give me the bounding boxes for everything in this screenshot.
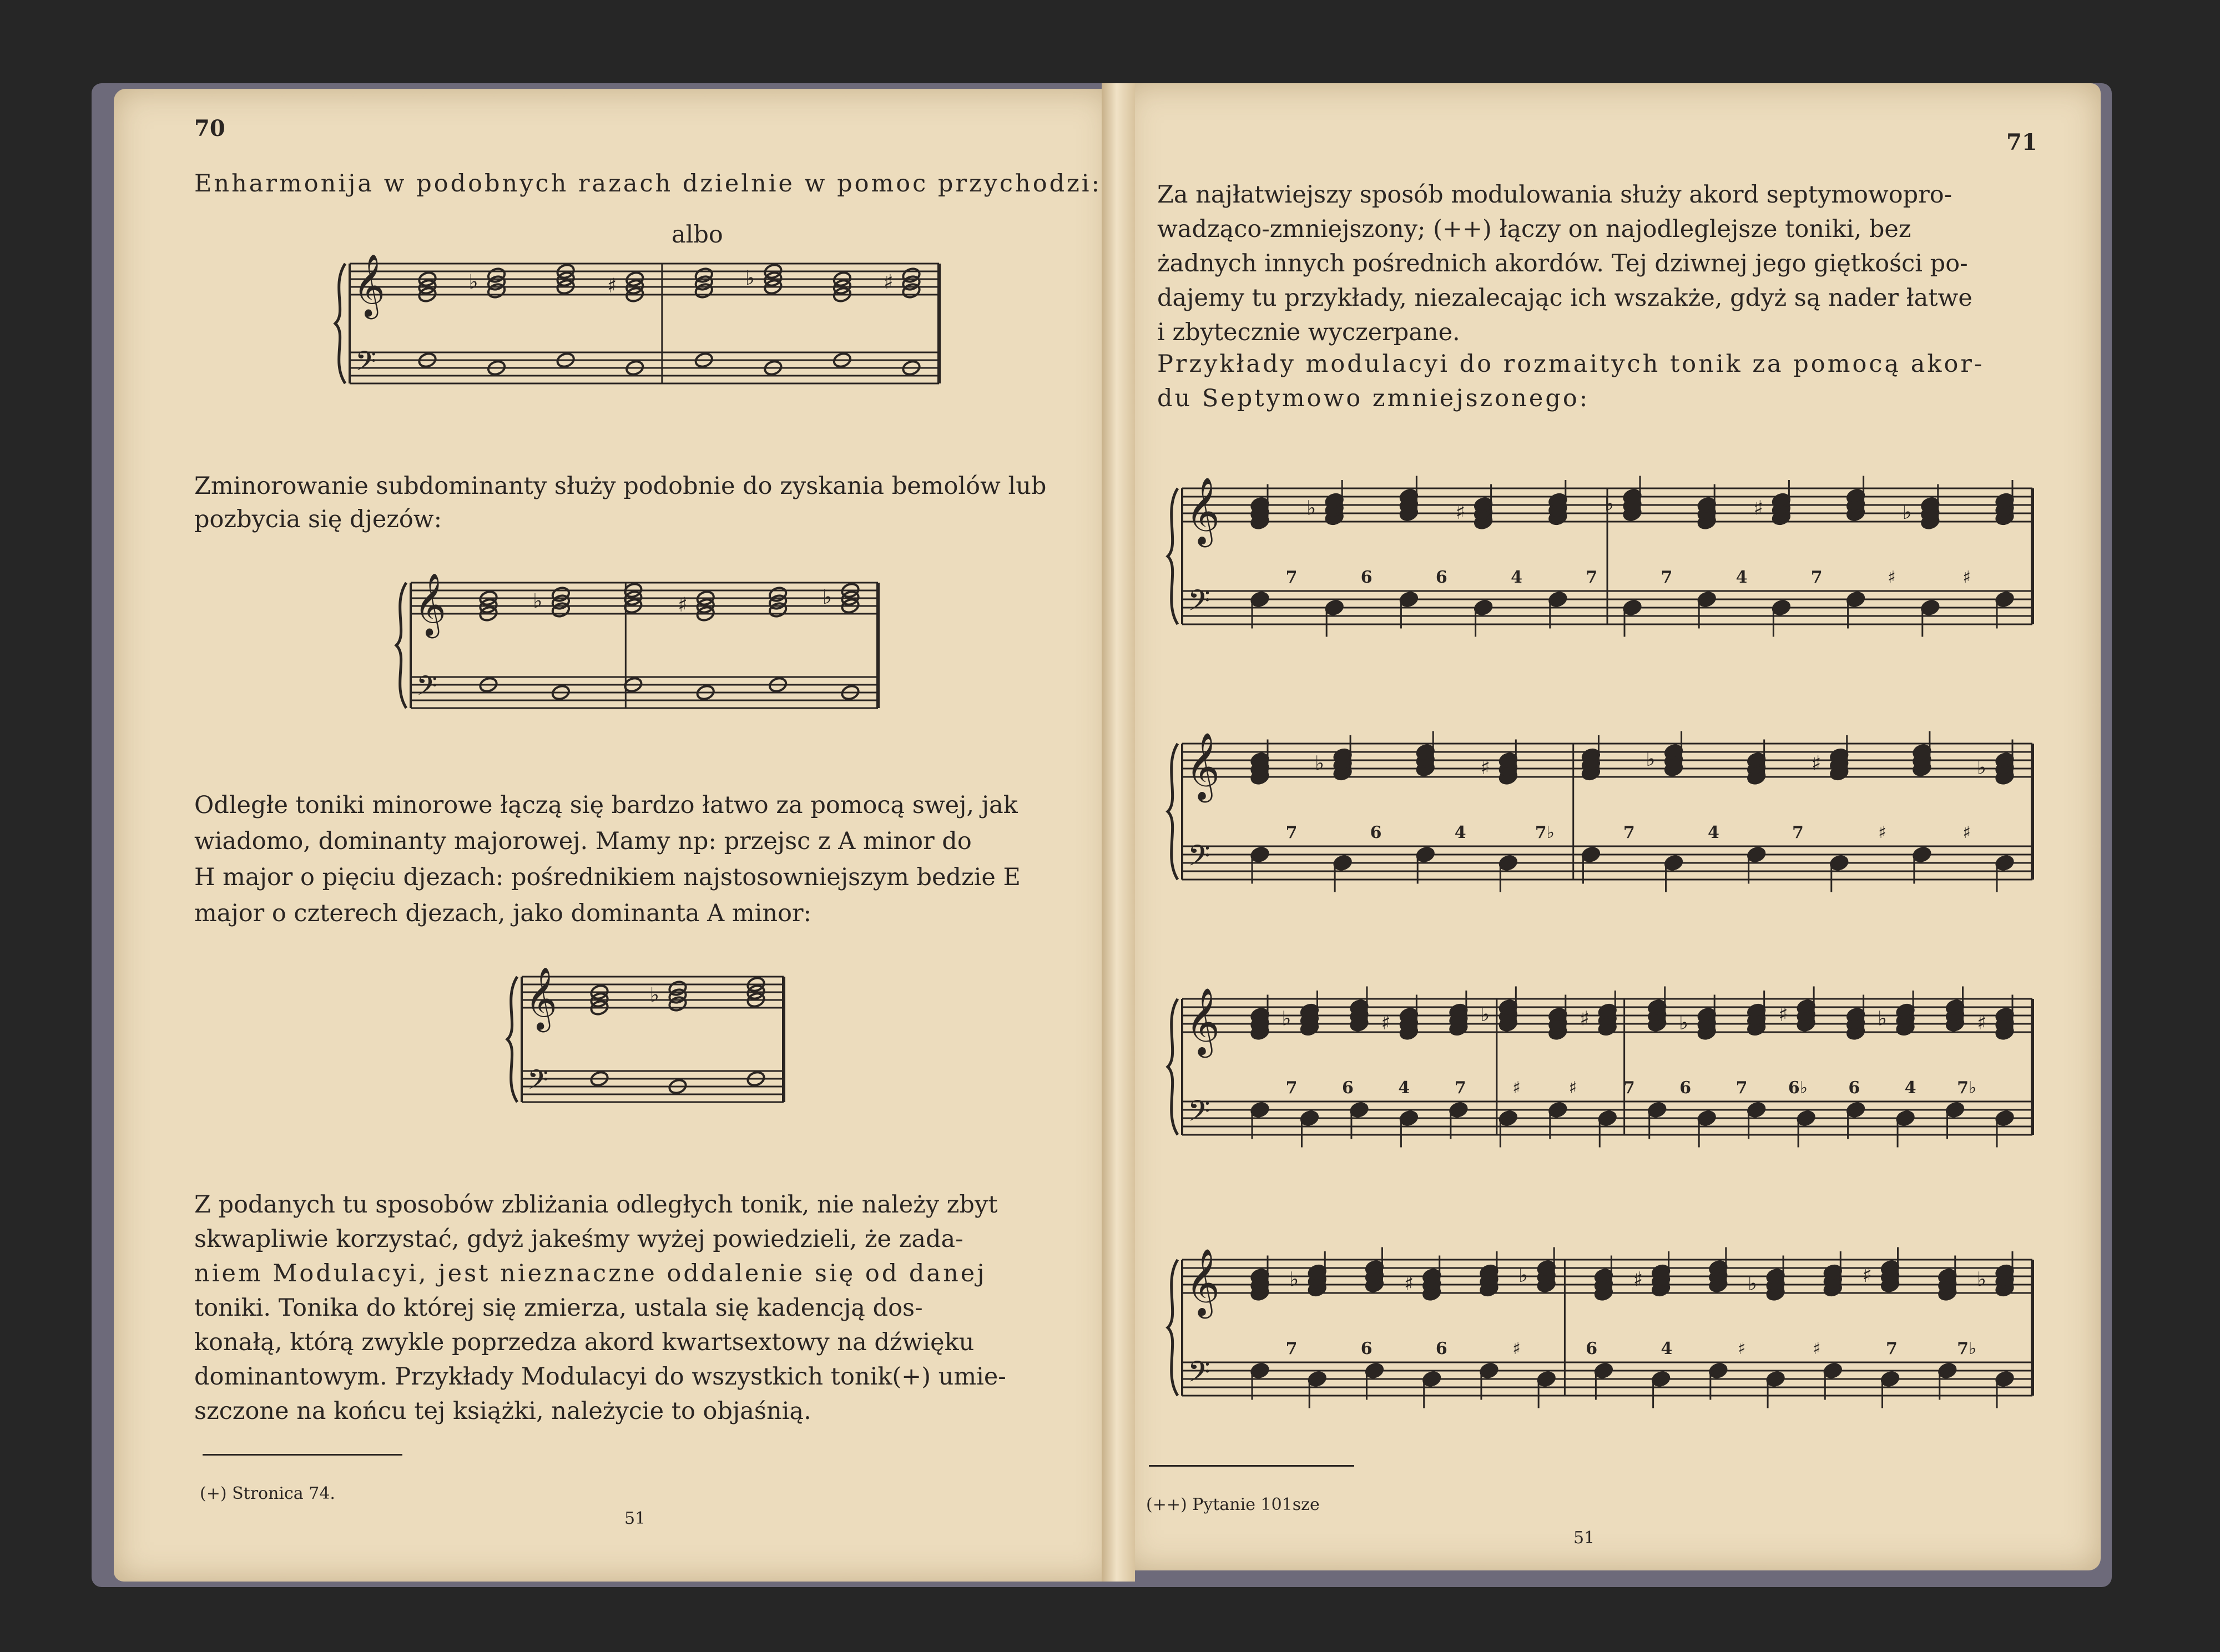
brace: [1168, 744, 1178, 880]
accidental: ♭: [823, 586, 832, 609]
page-number-left: 70: [194, 115, 225, 142]
bass-clef: 𝄢: [1188, 839, 1210, 880]
accidental: ♭: [1977, 756, 1986, 779]
bass-clef: 𝄢: [355, 345, 376, 383]
figured-bass-number: 7♭: [1535, 823, 1555, 842]
accidental: ♯: [1404, 1272, 1414, 1295]
figured-bass-number: 7: [1454, 1078, 1466, 1098]
figured-bass-number: 6: [1341, 1078, 1354, 1098]
accidental: ♭: [1679, 1012, 1689, 1034]
figured-bass-number: 6: [1360, 1339, 1373, 1358]
figured-bass-number: 4: [1398, 1078, 1410, 1098]
accidental: ♭: [1977, 1268, 1986, 1291]
accidental: ♭: [1518, 1264, 1528, 1287]
accidental: ♯: [1455, 501, 1466, 524]
figured-bass-number: 6: [1370, 823, 1382, 842]
accidental: ♯: [1480, 756, 1490, 779]
paragraph-modulation-line: toniki. Tonika do której się zmierza, ustala się kadencją dos-: [194, 1294, 923, 1322]
paragraph-septime-line: Za najłatwiejszy sposób modulowania służy akord septymowopro-: [1157, 181, 1952, 209]
treble-clef: 𝄞: [525, 967, 557, 1030]
figured-bass-number: ♯: [1512, 1339, 1521, 1358]
accidental: ♭: [745, 267, 755, 290]
accidental: ♯: [1753, 497, 1763, 520]
accidental: ♭: [1878, 1007, 1888, 1030]
music-system-dominant: [500, 966, 788, 1126]
accidental: ♭: [1289, 1268, 1299, 1291]
bass-clef: 𝄢: [1188, 1355, 1210, 1396]
figured-bass-number: 4: [1735, 568, 1748, 587]
music-system-enharmonic: [327, 252, 944, 413]
figured-bass-number: 7: [1285, 568, 1298, 587]
figured-bass-number: 7: [1586, 568, 1598, 587]
paragraph-examples-line: du Septymowo zmniejszonego:: [1157, 385, 1590, 412]
figured-bass-number: 7: [1623, 823, 1635, 842]
bass-clef: 𝄢: [1188, 584, 1210, 624]
accidental: ♯: [1811, 752, 1822, 775]
figured-bass-number: 6: [1435, 1339, 1447, 1358]
paragraph-minor-tonics-line: wiadomo, dominanty majorowej. Mamy np: przejsc z A minor do: [194, 827, 972, 855]
paragraph-modulation-line: skwapliwie korzystać, gdyż jakeśmy wyżej powiedzieli, że zada-: [194, 1225, 963, 1253]
paragraph-modulation-line: Z podanych tu sposobów zbliżania odległych tonik, nie należy zbyt: [194, 1191, 998, 1219]
paragraph-septime-line: wadząco-zmniejszony; (++) łączy on najodleglejsze toniki, bez: [1157, 215, 1911, 243]
music-system-example-2: [1160, 721, 2037, 916]
figured-bass-number: 6: [1586, 1339, 1598, 1358]
music-system-example-3: [1160, 977, 2037, 1171]
accidental: ♯: [884, 271, 894, 294]
bass-clef: 𝄢: [416, 670, 437, 708]
figured-bass-number: 7: [1810, 568, 1823, 587]
accidental: ♯: [1580, 1007, 1590, 1030]
bass-clef: 𝄢: [527, 1064, 548, 1102]
footnote-rule: [1149, 1465, 1354, 1467]
treble-clef: 𝄞: [1185, 732, 1220, 800]
footnote-left: (+) Stronica 74.: [200, 1484, 335, 1503]
accidental: ♭: [1315, 752, 1325, 775]
figured-bass-number: ♯: [1888, 568, 1896, 587]
figured-bass-number: ♯: [1962, 568, 1971, 587]
figured-bass-number: 4: [1707, 823, 1719, 842]
page-number-right: 71: [2006, 129, 2037, 155]
figured-bass-number: ♯: [1737, 1339, 1746, 1358]
accidental: ♭: [1281, 1007, 1291, 1030]
accidental: ♯: [1977, 1012, 1987, 1034]
brace: [1168, 1260, 1178, 1396]
accidental: ♯: [1862, 1264, 1872, 1287]
brace: [1168, 999, 1178, 1135]
accidental: ♭: [650, 984, 659, 1007]
figured-bass-number: 7: [1792, 823, 1804, 842]
paragraph-septime-line: i zbytecznie wyczerpane.: [1157, 319, 1460, 346]
figured-bass-number: 4: [1661, 1339, 1673, 1358]
figured-bass-number: 4: [1454, 823, 1466, 842]
brace: [1168, 488, 1178, 624]
paragraph-modulation-line: konałą, którą zwykle poprzedza akord kwartsextowy na dźwięku: [194, 1328, 975, 1356]
figured-bass-number: ♯: [1512, 1078, 1521, 1098]
treble-clef: 𝄞: [414, 573, 446, 636]
figured-bass-number: 7: [1661, 568, 1673, 587]
paragraph-examples-line: Przykłady modulacyi do rozmaitych tonik za pomocą akor-: [1157, 350, 1985, 378]
figured-bass-number: 7: [1623, 1078, 1635, 1098]
figured-bass-number: ♯: [1568, 1078, 1577, 1098]
paragraph-subdominant-line: pozbycia się djezów:: [194, 506, 442, 533]
figured-bass-number: 6♭: [1788, 1078, 1808, 1098]
signature-mark-right: 51: [1573, 1528, 1595, 1548]
accidental: ♯: [1633, 1268, 1643, 1291]
paragraph-septime-line: dajemy tu przykłady, niezalecając ich wszakże, gdyż są nader łatwe: [1157, 284, 1972, 312]
treble-clef: 𝄞: [1185, 1248, 1220, 1316]
signature-mark-left: 51: [624, 1509, 646, 1528]
accidental: ♯: [1381, 1012, 1391, 1034]
figured-bass-number: 7: [1285, 823, 1298, 842]
figured-bass-number: 7♭: [1957, 1339, 1977, 1358]
figured-bass-number: 6: [1848, 1078, 1860, 1098]
paragraph-subdominant-line: Zminorowanie subdominanty służy podobnie do zyskania bemolów lub: [194, 472, 1047, 500]
accidental: ♯: [1778, 1003, 1788, 1026]
accidental: ♭: [533, 590, 543, 613]
figured-bass-number: 4: [1511, 568, 1522, 587]
treble-clef: 𝄞: [1185, 987, 1220, 1055]
figured-bass-number: ♯: [1878, 823, 1886, 842]
music-system-example-1: [1160, 466, 2037, 660]
accidental: ♭: [468, 271, 478, 294]
figured-bass-number: 7: [1885, 1339, 1898, 1358]
paragraph-septime-line: żadnych innych pośrednich akordów. Tej dziwnej jego giętkości po-: [1157, 250, 1968, 277]
figured-bass-number: ♯: [1962, 823, 1971, 842]
paragraph-modulation-line: dominantowym. Przykłady Modulacyi do wszystkich tonik(+) umie-: [194, 1363, 1006, 1391]
figured-bass-number: 6: [1679, 1078, 1692, 1098]
music-system-example-4: [1160, 1237, 2037, 1432]
paragraph-minor-tonics-line: major o czterech djezach, jako dominanta A minor:: [194, 900, 812, 927]
treble-clef: 𝄞: [353, 254, 385, 317]
brace: [507, 977, 517, 1102]
accidental: ♯: [678, 594, 688, 617]
intro-text: Enharmonija w podobnych razach dzielnie w pomoc przychodzi:: [194, 170, 1102, 198]
albo-label: albo: [672, 221, 723, 249]
paragraph-modulation-line: niem Modulacyi, jest nieznaczne oddalenie się od danej: [194, 1260, 987, 1287]
accidental: ♭: [1748, 1272, 1758, 1295]
paragraph-minor-tonics-line: Odległe toniki minorowe łączą się bardzo łatwo za pomocą swej, jak: [194, 791, 1018, 819]
brace: [335, 264, 345, 383]
book-gutter: [1102, 83, 1135, 1582]
brace: [396, 583, 406, 708]
accidental: ♭: [1480, 1003, 1490, 1026]
music-system-subdominant: [389, 566, 882, 732]
figured-bass-number: 7♭: [1957, 1078, 1977, 1098]
accidental: ♭: [1605, 493, 1614, 516]
accidental: ♯: [607, 275, 617, 297]
paragraph-modulation-line: szczone na końcu tej książki, należycie to objaśnią.: [194, 1397, 811, 1425]
figured-bass-number: 6: [1435, 568, 1447, 587]
figured-bass-number: 6: [1360, 568, 1373, 587]
figured-bass-number: 7: [1285, 1339, 1298, 1358]
figured-bass-number: 7: [1285, 1078, 1298, 1098]
accidental: ♭: [1306, 497, 1316, 520]
paragraph-minor-tonics-line: H major o pięciu djezach: pośrednikiem najstosowniejszym bedzie E: [194, 863, 1021, 891]
treble-clef: 𝄞: [1185, 477, 1220, 544]
bass-clef: 𝄢: [1188, 1094, 1210, 1135]
accidental: ♭: [1646, 748, 1656, 771]
footnote-rule: [203, 1454, 402, 1456]
figured-bass-number: ♯: [1812, 1339, 1821, 1358]
footnote-right: (++) Pytanie 101sze: [1146, 1495, 1320, 1514]
figured-bass-number: 4: [1904, 1078, 1916, 1098]
accidental: ♭: [1902, 501, 1912, 524]
figured-bass-number: 7: [1735, 1078, 1748, 1098]
